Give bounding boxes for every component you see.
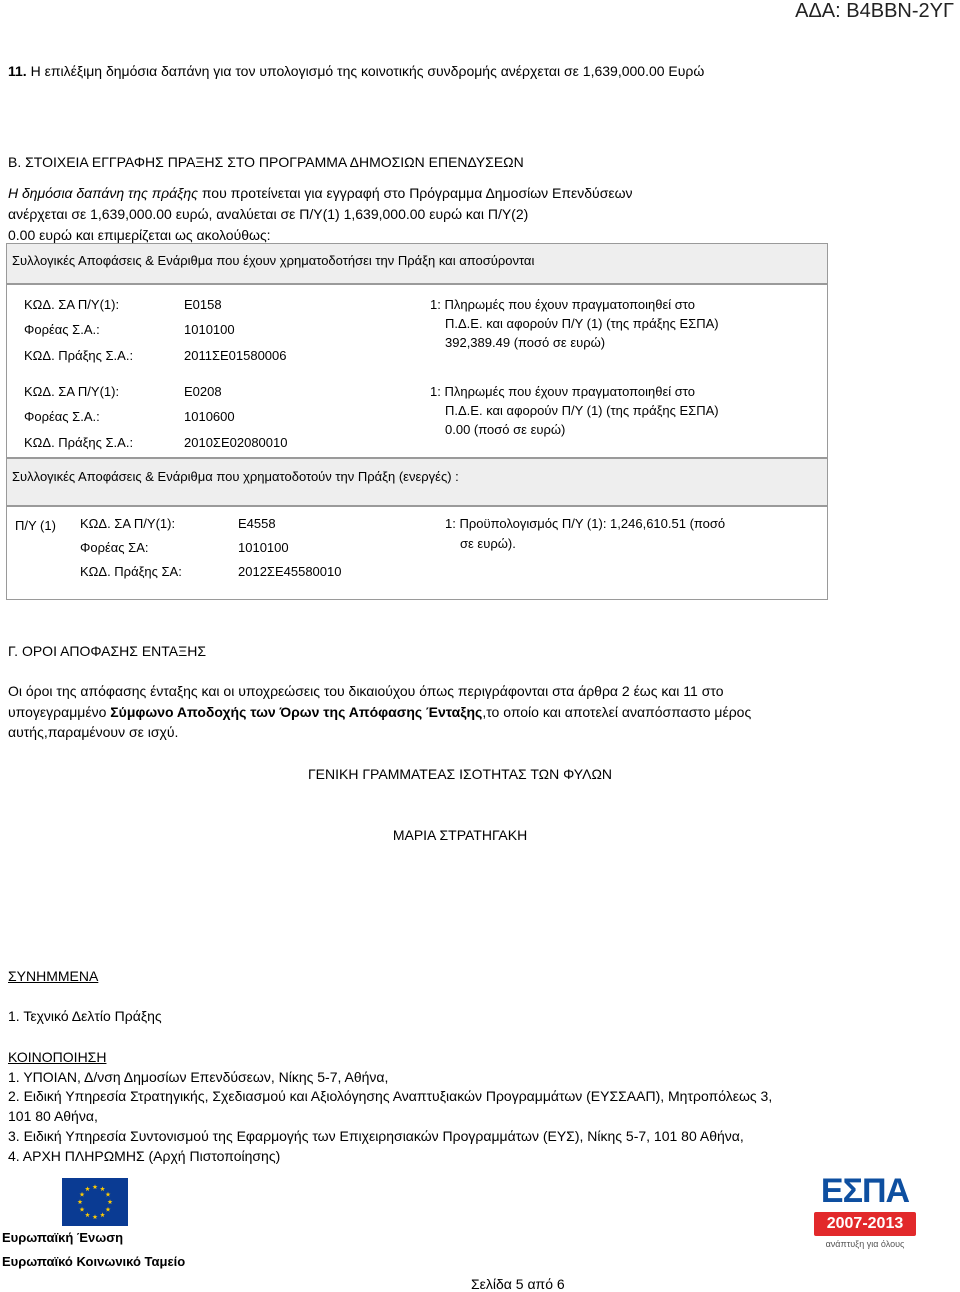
item-11-text: Η επιλέξιμη δημόσια δαπάνη για τον υπολογισμό της κοινοτικής συνδρομής ανέρχεται σε 1,639,000.00 Ευρώ [30, 63, 705, 79]
item-11-number: 11. [8, 63, 27, 79]
espa-logo-text: ΕΣΠΑ [820, 1172, 910, 1210]
active-budget-line1 [445, 516, 725, 531]
attachments-item-1: 1. Τεχνικό Δελτίο Πράξης [8, 1008, 162, 1024]
attachments-heading: ΣΥΝΗΜΜΕΝΑ [8, 968, 99, 984]
withdrawn-2-pay-amount: 0.00 [445, 422, 471, 437]
section-c-heading: Γ. ΟΡΟΙ ΑΠΟΦΑΣΗΣ ΕΝΤΑΞΗΣ [8, 643, 206, 659]
active-label-sa: ΚΩΔ. ΣΑ Π/Υ(1): [80, 516, 176, 531]
withdrawn-2-val-code: 2010ΣΕ02080010 [184, 435, 288, 450]
notify-line-1: 1. ΥΠΟΙΑΝ, Δ/νση Δημοσίων Επενδύσεων, Νίκης 5-7, Αθήνα, [8, 1069, 389, 1085]
line2-b: 1,639,000.00 ευρώ [90, 206, 209, 222]
intro-italic: Η δημόσια δαπάνη της πράξης [8, 185, 198, 201]
withdrawn-2-val-foreas: 1010600 [184, 409, 235, 424]
withdrawn-2-pay-line1: 1: Πληρωμές που έχουν πραγματοποιηθεί στο [430, 384, 695, 399]
ada-code: ΑΔΑ: Β4ΒΒΝ-2ΥΓ [795, 0, 954, 22]
fund-label: Ευρωπαϊκό Κοινωνικό Ταμείο [2, 1254, 186, 1269]
notify-line-2: 2. Ειδική Υπηρεσία Στρατηγικής, Σχεδιασμού και Αξιολόγησης Αναπτυξιακών Προγραμμάτων (ΕΥΣΣΑΑΠ), Μητροπόλεως 3, [8, 1088, 773, 1104]
espa-logo [812, 1172, 918, 1252]
withdrawn-2-pay-line2-normal: (της πράξης ΕΣΠΑ) [602, 403, 719, 418]
active-label-code: ΚΩΔ. Πράξης ΣΑ: [80, 564, 182, 579]
section-b-line3 [8, 227, 271, 243]
signature-name: ΜΑΡΙΑ ΣΤΡΑΤΗΓΑΚΗ [392, 827, 528, 843]
withdrawn-2-pay-line3 [445, 422, 565, 437]
section-c-p1: Οι όροι της απόφασης ένταξης και οι υποχρεώσεις του δικαιούχου όπως περιγράφονται στα άρθρα 2 έως και 11 στο [8, 683, 724, 699]
active-budget-label: 1: Προϋπολογισμός Π/Υ (1): [445, 516, 607, 531]
line3-a: 0.00 ευρώ [8, 227, 72, 243]
active-val-code: 2012ΣΕ45580010 [238, 564, 342, 579]
section-c-p2 [8, 704, 751, 720]
espa-years: 2007-2013 [826, 1215, 904, 1232]
item-11 [8, 63, 704, 79]
section-b-line2 [8, 206, 528, 222]
withdrawn-2-pay-line2-bold: Π.Δ.Ε. και αφορούν Π/Υ (1) [445, 403, 603, 418]
line3-b: και επιμερίζεται ως ακολούθως: [71, 227, 271, 243]
withdrawn-1-label-code: ΚΩΔ. Πράξης Σ.Α.: [24, 348, 134, 363]
withdrawn-1-pay-line2-normal: (της πράξης ΕΣΠΑ) [602, 316, 719, 331]
section-b-intro [8, 185, 633, 201]
active-py: Π/Υ (1) [15, 518, 56, 533]
active-val-sa: Ε4558 [238, 516, 276, 531]
withdrawn-1-pay-amount: 392,389.49 [445, 335, 511, 350]
withdrawn-2-label-code: ΚΩΔ. Πράξης Σ.Α.: [24, 435, 134, 450]
espa-tagline: ανάπτυξη για όλους [825, 1239, 905, 1249]
signature-title: ΓΕΝΙΚΗ ΓΡΑΜΜΑΤΕΑΣ ΙΣΟΤΗΤΑΣ ΤΩΝ ΦΥΛΩΝ [307, 766, 613, 782]
section-c-p2-c: ,το οποίο και αποτελεί αναπόσπαστο μέρος [482, 704, 752, 720]
withdrawn-1-pay-line2 [445, 316, 719, 331]
active-val-foreas: 1010100 [238, 540, 289, 555]
active-budget-value: 1,246,610.51 (ποσό [606, 516, 726, 531]
notify-line-4: 3. Ειδική Υπηρεσία Συντονισμού της Εφαρμογής των Επιχειρησιακών Προγραμμάτων (ΕΥΣ), Νίκης 5-7, 101 80 Αθήνα, [8, 1128, 744, 1144]
notify-heading: ΚΟΙΝΟΠΟΙΗΣΗ [8, 1049, 107, 1065]
withdrawn-2-label-foreas: Φορέας Σ.Α.: [24, 409, 100, 424]
intro-rest: που προτείνεται για εγγραφή στο Πρόγραμμα Δημοσίων Επενδύσεων [197, 185, 633, 201]
withdrawn-1-pay-line2-bold: Π.Δ.Ε. και αφορούν Π/Υ (1) [445, 316, 603, 331]
withdrawn-2-pay-unit: (ποσό σε ευρώ) [470, 422, 566, 437]
section-c-p3: αυτής,παραμένουν σε ισχύ. [8, 724, 179, 740]
withdrawn-1-label-sa: ΚΩΔ. ΣΑ Π/Υ(1): [24, 297, 120, 312]
page-number: Σελίδα 5 από 6 [471, 1276, 565, 1292]
line2-d: και Π/Υ(2) [462, 206, 529, 222]
section-c-p2-a: υπογεγραμμένο [8, 704, 111, 720]
eu-label: Ευρωπαϊκή Ένωση [2, 1230, 124, 1245]
withdrawn-1-pay-unit: (ποσό σε ευρώ) [510, 335, 606, 350]
withdrawn-1-pay-line1: 1: Πληρωμές που έχουν πραγματοποιηθεί στο [430, 297, 695, 312]
withdrawn-title: Συλλογικές Αποφάσεις & Ενάριθμα που έχουν χρηματοδοτήσει την Πράξη και αποσύρονται [12, 253, 535, 268]
withdrawn-1-val-foreas: 1010100 [184, 322, 235, 337]
active-label-foreas: Φορέας ΣΑ: [80, 540, 149, 555]
active-title: Συλλογικές Αποφάσεις & Ενάριθμα που χρηματοδοτούν την Πράξη (ενεργές) : [12, 469, 459, 484]
eu-flag-logo [62, 1178, 128, 1226]
active-budget-unit: σε ευρώ). [460, 536, 516, 551]
line2-a: ανέρχεται σε [8, 206, 91, 222]
withdrawn-body-box [6, 284, 828, 458]
line2-c: , αναλύεται σε Π/Υ(1) 1,639,000.00 ευρώ [208, 206, 463, 222]
withdrawn-1-val-sa: Ε0158 [184, 297, 222, 312]
withdrawn-1-label-foreas: Φορέας Σ.Α.: [24, 322, 100, 337]
section-c-p2-b: Σύμφωνο Αποδοχής των Όρων της Απόφασης Ένταξης [110, 704, 483, 720]
withdrawn-2-pay-line2 [445, 403, 719, 418]
withdrawn-2-val-sa: Ε0208 [184, 384, 222, 399]
section-b-heading: Β. ΣΤΟΙΧΕΙΑ ΕΓΓΡΑΦΗΣ ΠΡΑΞΗΣ ΣΤΟ ΠΡΟΓΡΑΜΜΑ ΔΗΜΟΣΙΩΝ ΕΠΕΝΔΥΣΕΩΝ [8, 154, 524, 170]
withdrawn-1-val-code: 2011ΣΕ01580006 [184, 348, 287, 363]
withdrawn-1-pay-line3 [445, 335, 605, 350]
notify-line-3: 101 80 Αθήνα, [8, 1108, 98, 1124]
withdrawn-2-label-sa: ΚΩΔ. ΣΑ Π/Υ(1): [24, 384, 120, 399]
notify-line-5: 4. ΑΡΧΗ ΠΛΗΡΩΜΗΣ (Αρχή Πιστοποίησης) [8, 1148, 281, 1164]
